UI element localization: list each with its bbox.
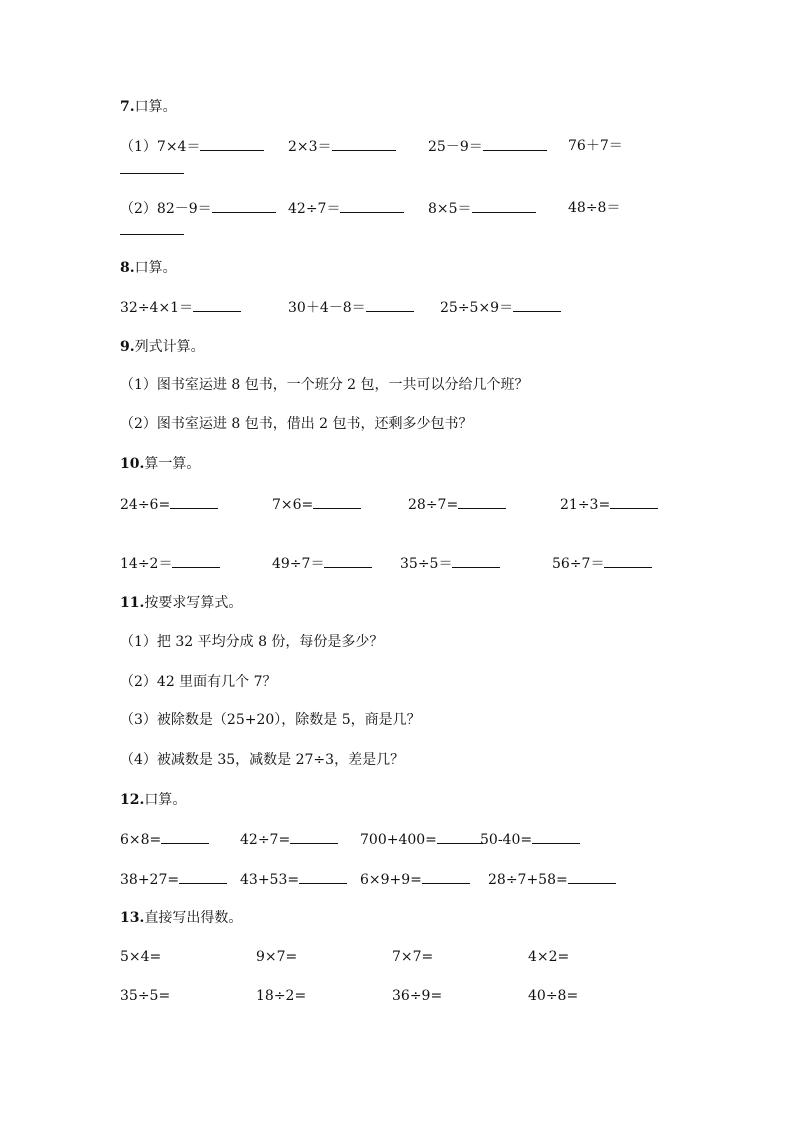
q7-problem-8 [568, 198, 620, 218]
answer-blank[interactable] [452, 553, 500, 568]
q10-problem-4 [560, 494, 658, 515]
q7-problem-6 [288, 198, 404, 219]
q12-problem-2 [240, 829, 338, 850]
answer-blank[interactable] [604, 553, 652, 568]
answer-blank[interactable] [340, 198, 404, 213]
problem-text: 6×9+9= [360, 872, 422, 888]
q11-title: 按要求写算式。 [144, 595, 243, 611]
q7-problem-3 [428, 136, 547, 157]
answer-blank[interactable] [483, 136, 547, 151]
q12-problem-1 [120, 829, 209, 850]
problem-text: 25－9＝ [428, 139, 483, 155]
problem-text: 49÷7＝ [272, 556, 325, 572]
answer-blank[interactable] [212, 198, 276, 213]
problem-text: 56÷7＝ [552, 556, 605, 572]
problem-text: 2×3＝ [288, 139, 332, 155]
q10-number: 10. [120, 456, 145, 472]
problem-text: 38+27= [120, 872, 180, 888]
problem-text: 42÷7= [240, 832, 291, 848]
problem-text: 32÷4×1＝ [120, 300, 194, 316]
q10-problem-3 [408, 494, 506, 515]
q12-problem-7 [360, 869, 470, 890]
problem-text: 14÷2＝ [120, 556, 173, 572]
q11-item-3: （3）被除数是（25+20），除数是 5，商是几？ [120, 712, 421, 728]
q13-problem-2: 9×7= [256, 949, 298, 965]
q12-problem-8 [488, 869, 616, 890]
q7-problem-7 [428, 198, 536, 219]
problem-text: 50-40= [480, 832, 533, 848]
problem-text: 8×5＝ [428, 201, 472, 217]
answer-blank[interactable] [172, 553, 220, 568]
q7-problem-5 [120, 198, 276, 219]
answer-blank[interactable] [193, 297, 241, 312]
q10-problem-8 [552, 553, 652, 574]
q13-problem-5: 35÷5= [120, 988, 171, 1004]
answer-blank[interactable] [290, 829, 338, 844]
problem-text: 76＋7＝ [568, 138, 623, 154]
q9-heading [120, 337, 205, 357]
problem-text: （1）7×4＝ [120, 139, 201, 155]
q13-problem-1: 5×4= [120, 949, 162, 965]
q8-problem-1 [120, 297, 241, 318]
q9-title: 列式计算。 [134, 339, 205, 355]
q12-heading [120, 790, 186, 810]
answer-blank[interactable] [513, 297, 561, 312]
q11-item-1: （1）把 32 平均分成 8 份，每份是多少？ [120, 634, 384, 650]
answer-blank[interactable] [299, 869, 347, 884]
q11-number: 11. [120, 595, 145, 611]
q12-problem-5 [120, 869, 227, 890]
q9-item-1: （1）图书室运进 8 包书，一个班分 2 包，一共可以分给几个班？ [120, 377, 529, 393]
answer-blank[interactable] [170, 494, 218, 509]
answer-blank[interactable] [332, 136, 396, 151]
problem-text: 28÷7= [408, 497, 459, 513]
q10-title: 算一算。 [144, 456, 201, 472]
q11-heading [120, 593, 242, 613]
problem-text: 6×8= [120, 832, 162, 848]
q10-problem-7 [400, 553, 500, 574]
answer-blank[interactable] [324, 553, 372, 568]
answer-blank[interactable] [120, 233, 184, 235]
q12-problem-4 [480, 829, 580, 850]
q7-problem-2 [288, 136, 396, 157]
answer-blank[interactable] [458, 494, 506, 509]
answer-blank[interactable] [161, 829, 209, 844]
q8-number: 8. [120, 260, 135, 276]
q7-number: 7. [120, 99, 135, 115]
q7-heading [120, 97, 177, 117]
answer-blank[interactable] [422, 869, 470, 884]
problem-text: 30＋4－8＝ [288, 300, 366, 316]
q10-problem-6 [272, 553, 372, 574]
q13-problem-7: 36÷9= [392, 988, 443, 1004]
q12-problem-3 [360, 829, 483, 850]
q8-heading [120, 258, 177, 278]
q13-problem-4: 4×2= [528, 949, 570, 965]
answer-blank[interactable] [472, 198, 536, 213]
q10-heading [120, 454, 200, 474]
q11-item-2: （2）42 里面有几个 7？ [120, 674, 277, 690]
q12-number: 12. [120, 792, 145, 808]
q13-problem-6: 18÷2= [256, 988, 307, 1004]
q13-heading [120, 908, 242, 928]
problem-text: 7×6= [272, 497, 314, 513]
problem-text: （2）82－9＝ [120, 201, 212, 217]
problem-text: 42÷7＝ [288, 201, 341, 217]
answer-blank[interactable] [437, 829, 483, 844]
q12-problem-6 [240, 869, 347, 890]
q12-title: 口算。 [144, 792, 187, 808]
problem-text: 700+400= [360, 832, 437, 848]
answer-blank[interactable] [610, 494, 658, 509]
q9-item-2: （2）图书室运进 8 包书，借出 2 包书，还剩多少包书？ [120, 416, 473, 432]
q11-item-4: （4）被减数是 35，减数是 27÷3，差是几？ [120, 752, 405, 768]
answer-blank[interactable] [366, 297, 414, 312]
problem-text: 35÷5＝ [400, 556, 453, 572]
problem-text: 25÷5×9＝ [440, 300, 514, 316]
q13-number: 13. [120, 910, 145, 926]
q8-title: 口算。 [134, 260, 177, 276]
q13-problem-8: 40÷8= [528, 988, 579, 1004]
answer-blank[interactable] [200, 136, 264, 151]
q10-problem-2 [272, 494, 361, 515]
answer-blank[interactable] [313, 494, 361, 509]
problem-text: 21÷3= [560, 497, 611, 513]
problem-text: 48÷8＝ [568, 200, 621, 216]
problem-text: 28÷7+58= [488, 872, 568, 888]
q10-problem-5 [120, 553, 220, 574]
answer-blank[interactable] [532, 829, 580, 844]
q13-title: 直接写出得数。 [144, 910, 243, 926]
answer-blank[interactable] [120, 172, 184, 174]
answer-blank[interactable] [179, 869, 227, 884]
q8-problem-3 [440, 297, 561, 318]
problem-text: 43+53= [240, 872, 300, 888]
q10-problem-1 [120, 494, 218, 515]
q7-problem-1 [120, 136, 264, 157]
answer-blank[interactable] [568, 869, 616, 884]
problem-text: 24÷6= [120, 497, 171, 513]
q7-problem-4 [568, 136, 623, 156]
q8-problem-2 [288, 297, 414, 318]
q7-title: 口算。 [134, 99, 177, 115]
q9-number: 9. [120, 339, 135, 355]
q13-problem-3: 7×7= [392, 949, 434, 965]
